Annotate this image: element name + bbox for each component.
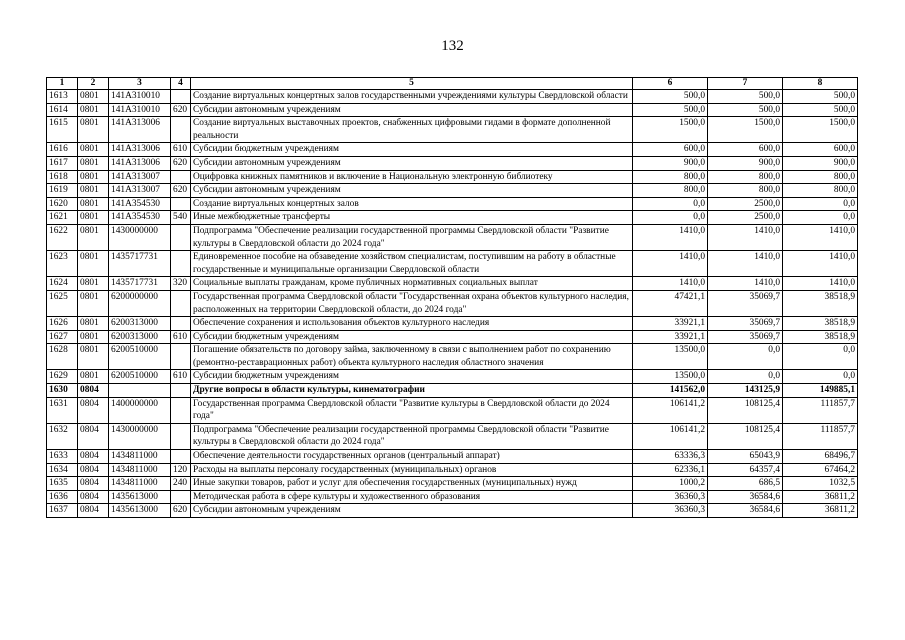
expense-type-cell: 610 (171, 143, 191, 157)
item-name-cell: Методическая работа в сфере культуры и художественного образования (191, 490, 633, 504)
amount-year1-cell: 1500,0 (633, 117, 708, 143)
amount-year2-cell: 36584,6 (708, 504, 783, 518)
section-code-cell: 0804 (78, 504, 109, 518)
item-name-cell: Субсидии автономным учреждениям (191, 103, 633, 117)
section-code-cell: 0804 (78, 477, 109, 491)
amount-year3-cell: 36811,2 (783, 490, 858, 504)
amount-year1-cell: 1410,0 (633, 224, 708, 250)
section-code-cell: 0801 (78, 103, 109, 117)
target-article-cell: 1430000000 (109, 224, 171, 250)
row-number-cell: 1626 (47, 317, 78, 331)
section-code-cell: 0804 (78, 490, 109, 504)
section-code-cell: 0804 (78, 384, 109, 398)
table-row (47, 370, 858, 384)
target-article-cell: 6200510000 (109, 370, 171, 384)
table-body (47, 90, 858, 518)
amount-year1-cell: 0,0 (633, 197, 708, 211)
page-number: 132 (441, 38, 464, 54)
expense-type-cell: 610 (171, 330, 191, 344)
expense-type-cell (171, 317, 191, 331)
row-number-cell: 1623 (47, 251, 78, 277)
row-number-cell: 1630 (47, 384, 78, 398)
amount-year2-cell: 64357,4 (708, 463, 783, 477)
amount-year2-cell: 2500,0 (708, 211, 783, 225)
item-name-cell: Иные межбюджетные трансферты (191, 211, 633, 225)
table-row (47, 397, 858, 423)
item-name-cell: Субсидии автономным учреждениям (191, 504, 633, 518)
section-code-cell: 0801 (78, 90, 109, 104)
target-article-cell (109, 384, 171, 398)
amount-year3-cell: 0,0 (783, 197, 858, 211)
row-number-cell: 1619 (47, 184, 78, 198)
item-name-cell: Иные закупки товаров, работ и услуг для обеспечения государственных (муниципальных) нужд (191, 477, 633, 491)
section-code-cell: 0801 (78, 251, 109, 277)
item-name-cell: Создание виртуальных концертных залов (191, 197, 633, 211)
table-row (47, 344, 858, 370)
expense-type-cell: 620 (171, 184, 191, 198)
table-row (47, 290, 858, 316)
column-header: 1 (47, 78, 78, 90)
item-name-cell: Государственная программа Свердловской области "Государственная охрана объектов культурного наследия, расположенных на территории Свердловской области, до 2024 года" (191, 290, 633, 316)
expense-type-cell: 610 (171, 370, 191, 384)
target-article-cell: 141A313007 (109, 184, 171, 198)
amount-year3-cell: 600,0 (783, 143, 858, 157)
section-code-cell: 0801 (78, 277, 109, 291)
item-name-cell: Обеспечение сохранения и использования объектов культурного наследия (191, 317, 633, 331)
expense-type-cell: 620 (171, 103, 191, 117)
section-code-cell: 0801 (78, 344, 109, 370)
item-name-cell: Субсидии бюджетным учреждениям (191, 370, 633, 384)
amount-year1-cell: 106141,2 (633, 423, 708, 449)
expense-type-cell (171, 90, 191, 104)
amount-year3-cell: 1410,0 (783, 277, 858, 291)
expense-type-cell (171, 251, 191, 277)
table-row (47, 384, 858, 398)
amount-year2-cell: 600,0 (708, 143, 783, 157)
target-article-cell: 1434811000 (109, 450, 171, 464)
item-name-cell: Субсидии автономным учреждениям (191, 156, 633, 170)
amount-year3-cell: 1500,0 (783, 117, 858, 143)
amount-year1-cell: 106141,2 (633, 397, 708, 423)
row-number-cell: 1637 (47, 504, 78, 518)
amount-year1-cell: 13500,0 (633, 344, 708, 370)
section-code-cell: 0801 (78, 211, 109, 225)
row-number-cell: 1633 (47, 450, 78, 464)
amount-year2-cell: 500,0 (708, 103, 783, 117)
amount-year3-cell: 1410,0 (783, 224, 858, 250)
section-code-cell: 0801 (78, 156, 109, 170)
row-number-cell: 1632 (47, 423, 78, 449)
target-article-cell: 141A310010 (109, 90, 171, 104)
section-code-cell: 0801 (78, 197, 109, 211)
amount-year2-cell: 143125,9 (708, 384, 783, 398)
row-number-cell: 1628 (47, 344, 78, 370)
amount-year2-cell: 35069,7 (708, 317, 783, 331)
row-number-cell: 1631 (47, 397, 78, 423)
amount-year3-cell: 38518,9 (783, 317, 858, 331)
row-number-cell: 1627 (47, 330, 78, 344)
amount-year3-cell: 1410,0 (783, 251, 858, 277)
item-name-cell: Субсидии бюджетным учреждениям (191, 330, 633, 344)
amount-year3-cell: 1032,5 (783, 477, 858, 491)
table-row (47, 251, 858, 277)
item-name-cell: Расходы на выплаты персоналу государственных (муниципальных) органов (191, 463, 633, 477)
expense-type-cell: 620 (171, 156, 191, 170)
amount-year1-cell: 62336,1 (633, 463, 708, 477)
expense-type-cell (171, 170, 191, 184)
item-name-cell: Другие вопросы в области культуры, кинематографии (191, 384, 633, 398)
amount-year3-cell: 0,0 (783, 344, 858, 370)
amount-year3-cell: 68496,7 (783, 450, 858, 464)
amount-year2-cell: 1410,0 (708, 251, 783, 277)
target-article-cell: 141A313007 (109, 170, 171, 184)
amount-year3-cell: 500,0 (783, 103, 858, 117)
table-row (47, 103, 858, 117)
target-article-cell: 141A354530 (109, 211, 171, 225)
column-header: 2 (78, 78, 109, 90)
amount-year1-cell: 600,0 (633, 143, 708, 157)
table-row (47, 423, 858, 449)
table-row (47, 317, 858, 331)
amount-year3-cell: 900,0 (783, 156, 858, 170)
expense-type-cell (171, 224, 191, 250)
item-name-cell: Погашение обязательств по договору займа, заключенному в связи с выполнением работ по сохранению (ремонтно-реставрационных работ) объекта культурного наследия областного значения (191, 344, 633, 370)
section-code-cell: 0801 (78, 370, 109, 384)
amount-year3-cell: 800,0 (783, 170, 858, 184)
target-article-cell: 1435613000 (109, 490, 171, 504)
row-number-cell: 1625 (47, 290, 78, 316)
table-row (47, 224, 858, 250)
expense-type-cell (171, 450, 191, 464)
target-article-cell: 6200313000 (109, 330, 171, 344)
item-name-cell: Социальные выплаты гражданам, кроме публичных нормативных социальных выплат (191, 277, 633, 291)
column-header: 6 (633, 78, 708, 90)
amount-year3-cell: 0,0 (783, 211, 858, 225)
column-header: 3 (109, 78, 171, 90)
column-header: 8 (783, 78, 858, 90)
item-name-cell: Субсидии бюджетным учреждениям (191, 143, 633, 157)
section-code-cell: 0801 (78, 290, 109, 316)
amount-year2-cell: 0,0 (708, 370, 783, 384)
expense-type-cell (171, 197, 191, 211)
amount-year1-cell: 36360,3 (633, 490, 708, 504)
amount-year2-cell: 0,0 (708, 344, 783, 370)
target-article-cell: 1434811000 (109, 463, 171, 477)
table-header-row (47, 78, 858, 90)
section-code-cell: 0804 (78, 423, 109, 449)
expense-type-cell (171, 290, 191, 316)
item-name-cell: Подпрограмма "Обеспечение реализации государственной программы Свердловской области "Развитие культуры в Свердловской области до 2024 года" (191, 224, 633, 250)
amount-year1-cell: 0,0 (633, 211, 708, 225)
row-number-cell: 1613 (47, 90, 78, 104)
column-header: 4 (171, 78, 191, 90)
target-article-cell: 1434811000 (109, 477, 171, 491)
amount-year3-cell: 38518,9 (783, 290, 858, 316)
amount-year1-cell: 1410,0 (633, 251, 708, 277)
amount-year1-cell: 1000,2 (633, 477, 708, 491)
table-row (47, 277, 858, 291)
column-header: 5 (191, 78, 633, 90)
amount-year1-cell: 47421,1 (633, 290, 708, 316)
row-number-cell: 1620 (47, 197, 78, 211)
amount-year2-cell: 500,0 (708, 90, 783, 104)
item-name-cell: Обеспечение деятельности государственных органов (центральный аппарат) (191, 450, 633, 464)
expense-type-cell: 240 (171, 477, 191, 491)
table-row (47, 197, 858, 211)
amount-year1-cell: 1410,0 (633, 277, 708, 291)
amount-year2-cell: 900,0 (708, 156, 783, 170)
row-number-cell: 1618 (47, 170, 78, 184)
amount-year2-cell: 1410,0 (708, 224, 783, 250)
table-row (47, 330, 858, 344)
target-article-cell: 1435717731 (109, 277, 171, 291)
expense-type-cell (171, 397, 191, 423)
target-article-cell: 141A313006 (109, 143, 171, 157)
table-row (47, 156, 858, 170)
amount-year3-cell: 111857,7 (783, 397, 858, 423)
table-row (47, 490, 858, 504)
item-name-cell: Государственная программа Свердловской области "Развитие культуры в Свердловской области до 2024 года" (191, 397, 633, 423)
table-row (47, 450, 858, 464)
target-article-cell: 141A313006 (109, 117, 171, 143)
table-row (47, 463, 858, 477)
amount-year1-cell: 500,0 (633, 90, 708, 104)
row-number-cell: 1634 (47, 463, 78, 477)
row-number-cell: 1617 (47, 156, 78, 170)
item-name-cell: Создание виртуальных концертных залов государственными учреждениями культуры Свердловской области (191, 90, 633, 104)
section-code-cell: 0804 (78, 450, 109, 464)
amount-year3-cell: 800,0 (783, 184, 858, 198)
amount-year3-cell: 67464,2 (783, 463, 858, 477)
amount-year3-cell: 149885,1 (783, 384, 858, 398)
amount-year2-cell: 36584,6 (708, 490, 783, 504)
amount-year2-cell: 2500,0 (708, 197, 783, 211)
amount-year1-cell: 800,0 (633, 184, 708, 198)
row-number-cell: 1615 (47, 117, 78, 143)
section-code-cell: 0801 (78, 117, 109, 143)
target-article-cell: 141A310010 (109, 103, 171, 117)
amount-year2-cell: 686,5 (708, 477, 783, 491)
target-article-cell: 1430000000 (109, 423, 171, 449)
target-article-cell: 141A313006 (109, 156, 171, 170)
amount-year1-cell: 63336,3 (633, 450, 708, 464)
section-code-cell: 0801 (78, 143, 109, 157)
row-number-cell: 1616 (47, 143, 78, 157)
expense-type-cell (171, 490, 191, 504)
item-name-cell: Единовременное пособие на обзаведение хозяйством специалистам, поступившим на работу в областные государственные и муниципальные организации Свердловской области (191, 251, 633, 277)
amount-year1-cell: 13500,0 (633, 370, 708, 384)
expense-type-cell (171, 423, 191, 449)
section-code-cell: 0804 (78, 397, 109, 423)
amount-year3-cell: 36811,2 (783, 504, 858, 518)
target-article-cell: 6200510000 (109, 344, 171, 370)
amount-year2-cell: 1410,0 (708, 277, 783, 291)
amount-year2-cell: 108125,4 (708, 423, 783, 449)
budget-table (46, 77, 858, 518)
amount-year1-cell: 33921,1 (633, 317, 708, 331)
expense-type-cell (171, 344, 191, 370)
item-name-cell: Оцифровка книжных памятников и включение в Национальную электронную библиотеку (191, 170, 633, 184)
section-code-cell: 0801 (78, 330, 109, 344)
row-number-cell: 1621 (47, 211, 78, 225)
column-header: 7 (708, 78, 783, 90)
table-row (47, 211, 858, 225)
amount-year1-cell: 141562,0 (633, 384, 708, 398)
item-name-cell: Субсидии автономным учреждениям (191, 184, 633, 198)
amount-year1-cell: 900,0 (633, 156, 708, 170)
target-article-cell: 141A354530 (109, 197, 171, 211)
amount-year2-cell: 65043,9 (708, 450, 783, 464)
amount-year3-cell: 0,0 (783, 370, 858, 384)
row-number-cell: 1636 (47, 490, 78, 504)
row-number-cell: 1624 (47, 277, 78, 291)
target-article-cell: 6200000000 (109, 290, 171, 316)
amount-year3-cell: 111857,7 (783, 423, 858, 449)
table-row (47, 170, 858, 184)
section-code-cell: 0801 (78, 184, 109, 198)
item-name-cell: Создание виртуальных выставочных проектов, снабженных цифровыми гидами в формате дополненной реальности (191, 117, 633, 143)
table-row (47, 117, 858, 143)
amount-year2-cell: 35069,7 (708, 290, 783, 316)
target-article-cell: 1435717731 (109, 251, 171, 277)
table-row (47, 143, 858, 157)
expense-type-cell: 320 (171, 277, 191, 291)
amount-year2-cell: 35069,7 (708, 330, 783, 344)
amount-year1-cell: 33921,1 (633, 330, 708, 344)
item-name-cell: Подпрограмма "Обеспечение реализации государственной программы Свердловской области "Развитие культуры в Свердловской области до 2024 года" (191, 423, 633, 449)
expense-type-cell: 540 (171, 211, 191, 225)
section-code-cell: 0801 (78, 170, 109, 184)
amount-year1-cell: 800,0 (633, 170, 708, 184)
row-number-cell: 1629 (47, 370, 78, 384)
expense-type-cell: 120 (171, 463, 191, 477)
section-code-cell: 0801 (78, 317, 109, 331)
table-row (47, 90, 858, 104)
row-number-cell: 1614 (47, 103, 78, 117)
amount-year1-cell: 36360,3 (633, 504, 708, 518)
row-number-cell: 1635 (47, 477, 78, 491)
section-code-cell: 0804 (78, 463, 109, 477)
amount-year1-cell: 500,0 (633, 103, 708, 117)
amount-year3-cell: 500,0 (783, 90, 858, 104)
target-article-cell: 6200313000 (109, 317, 171, 331)
table-row (47, 184, 858, 198)
expense-type-cell: 620 (171, 504, 191, 518)
section-code-cell: 0801 (78, 224, 109, 250)
amount-year2-cell: 800,0 (708, 184, 783, 198)
expense-type-cell (171, 117, 191, 143)
table-row (47, 504, 858, 518)
expense-type-cell (171, 384, 191, 398)
amount-year3-cell: 38518,9 (783, 330, 858, 344)
target-article-cell: 1435613000 (109, 504, 171, 518)
amount-year2-cell: 800,0 (708, 170, 783, 184)
table-row (47, 477, 858, 491)
target-article-cell: 1400000000 (109, 397, 171, 423)
row-number-cell: 1622 (47, 224, 78, 250)
amount-year2-cell: 108125,4 (708, 397, 783, 423)
amount-year2-cell: 1500,0 (708, 117, 783, 143)
